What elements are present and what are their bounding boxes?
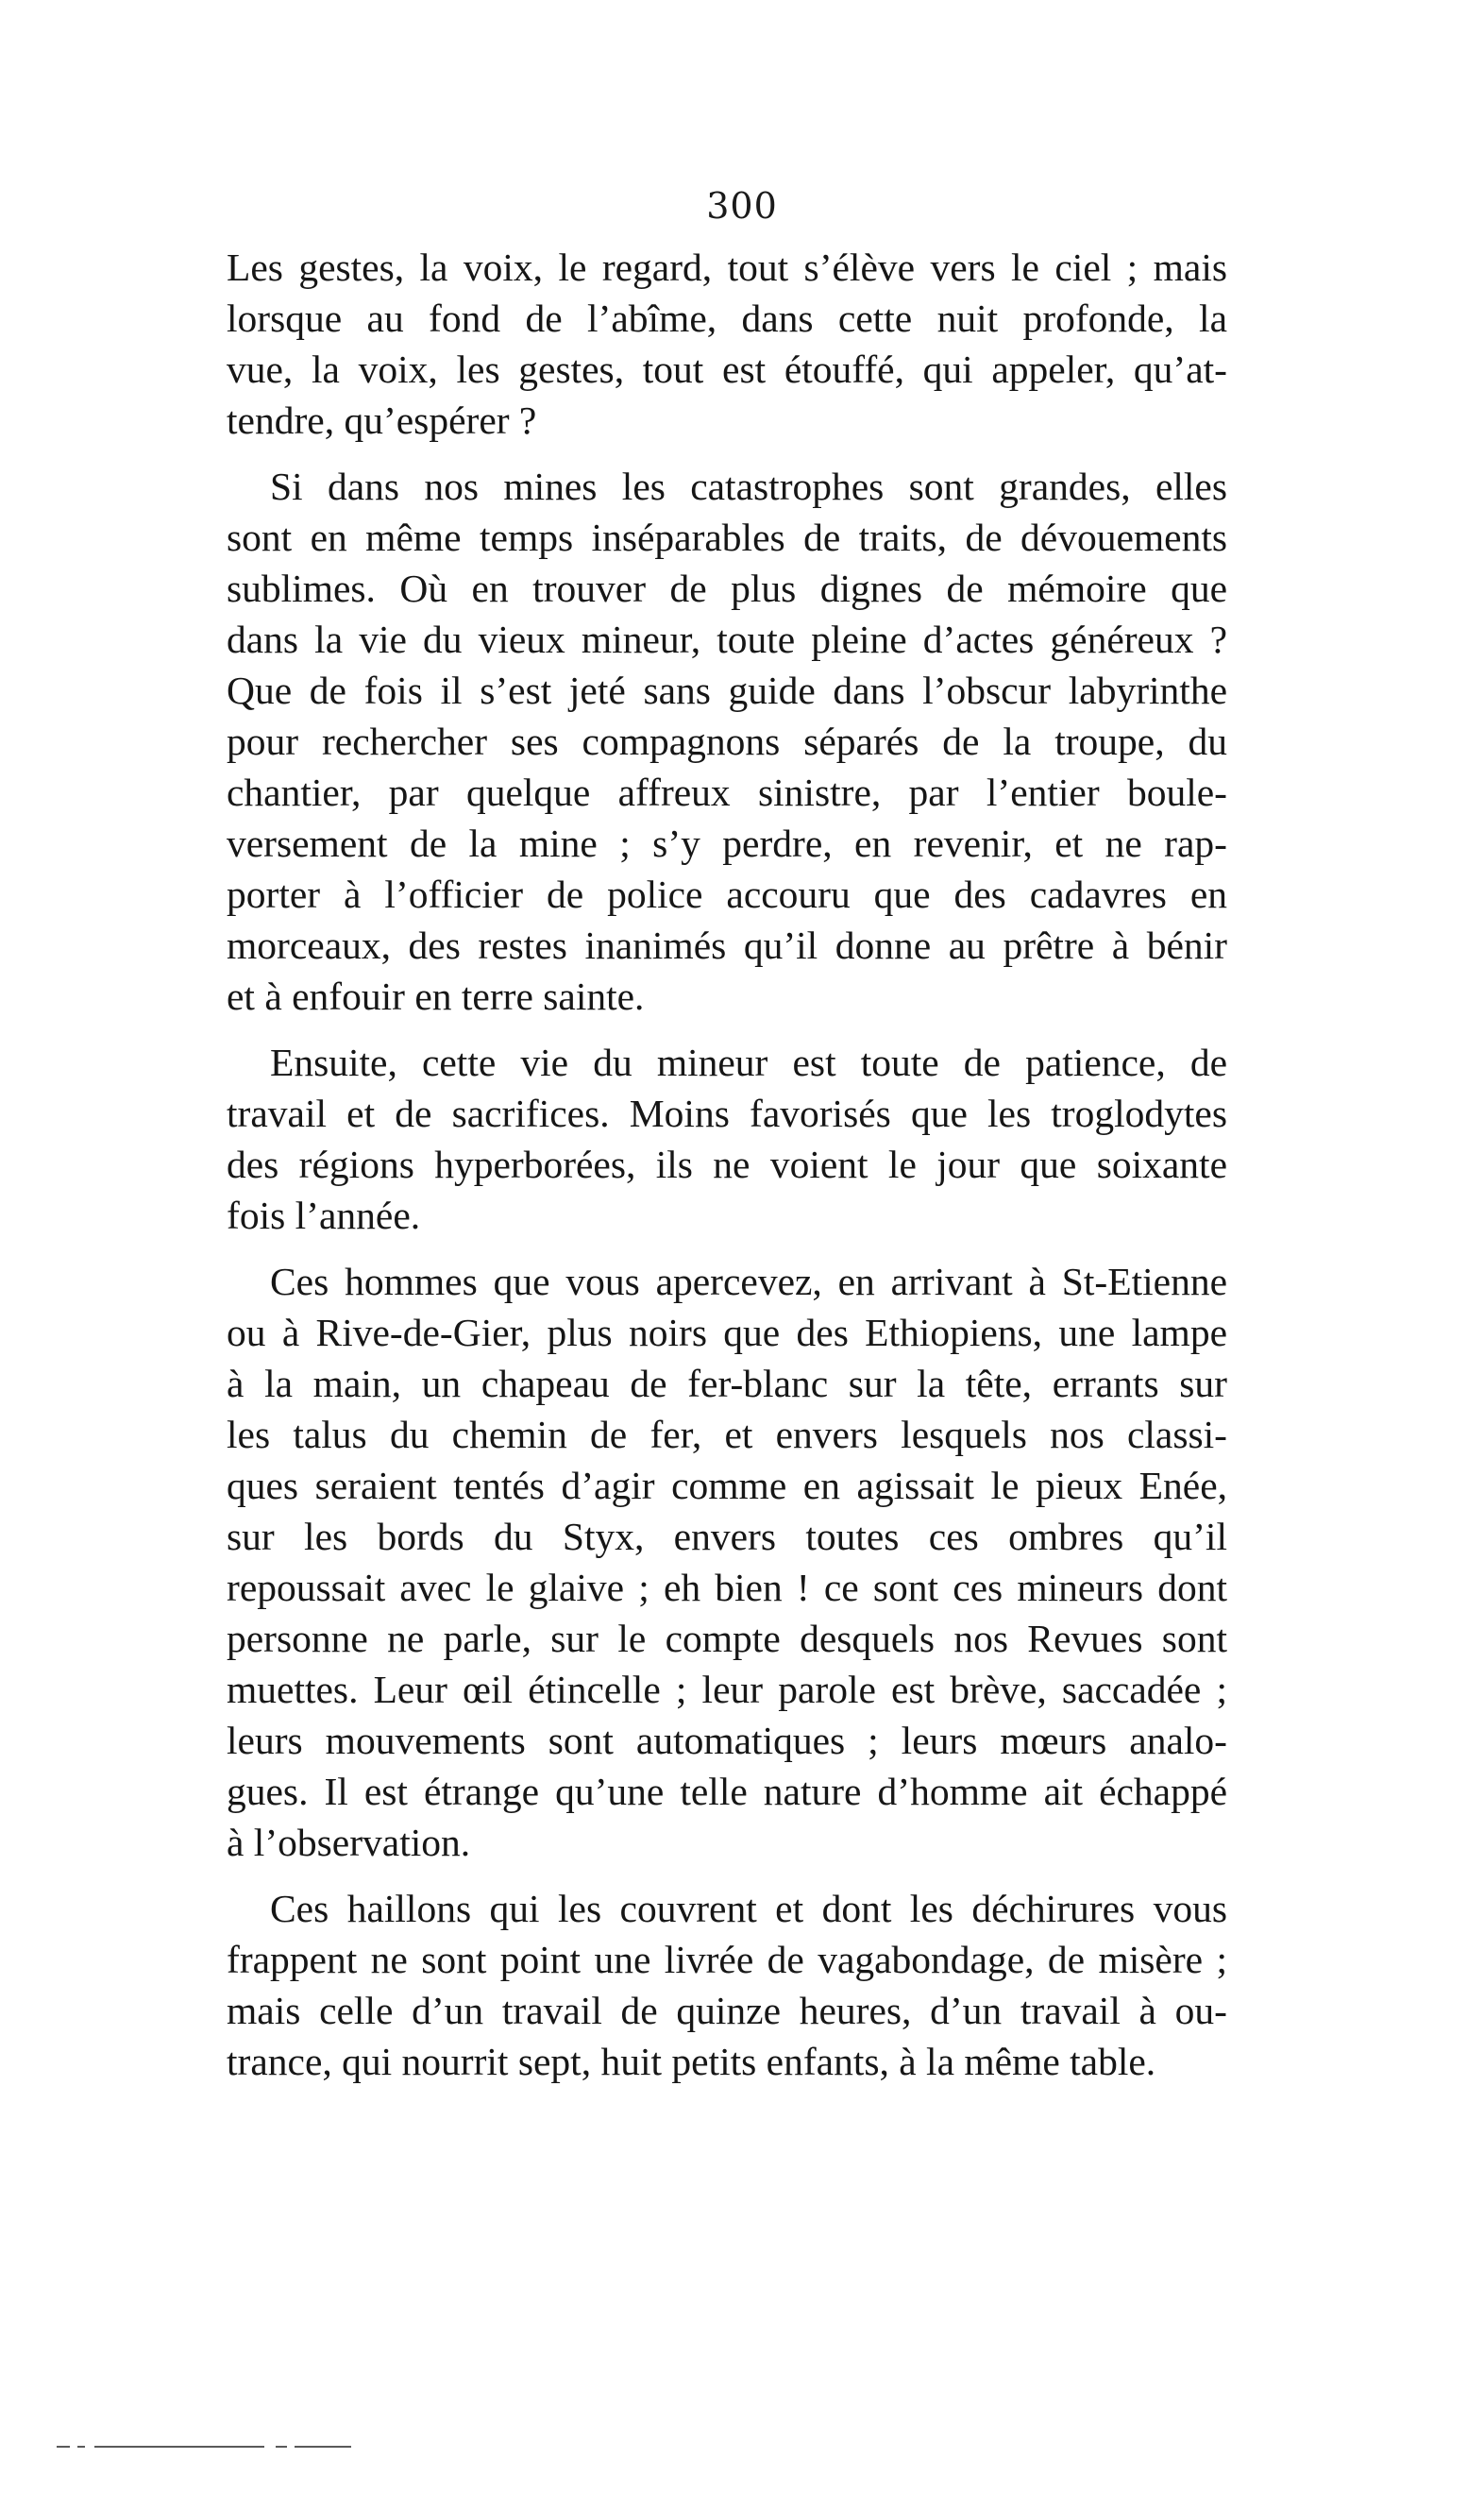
text-line: fois l’année. [227, 1194, 421, 1237]
paragraph [227, 1883, 1227, 2087]
paragraph [227, 461, 1227, 1022]
text-line: travail et de sacrifices. Moins favorisés que les troglodytes [227, 1092, 1227, 1135]
page-number: 300 [706, 185, 778, 227]
text-line: sur les bords du Styx, envers toutes ces ombres qu’il [227, 1515, 1227, 1558]
text-line: Les gestes, la voix, le regard, tout s’élève vers le ciel ; mais [227, 246, 1227, 289]
text-line: à l’observation. [227, 1821, 471, 1864]
rule-segment [295, 2446, 351, 2448]
text-line: morceaux, des restes inanimés qu’il donne au prêtre à bénir [227, 924, 1227, 967]
text-line: Ces haillons qui les couvrent et dont les déchirures vous [270, 1887, 1227, 1930]
text-line: à la main, un chapeau de fer-blanc sur la tête, errants sur [227, 1362, 1227, 1405]
text-line: Si dans nos mines les catastrophes sont grandes, elles [270, 465, 1227, 508]
text-line: sont en même temps inséparables de traits, de dévouements [227, 516, 1227, 559]
text-line: ques seraient tentés d’agir comme en agissait le pieux Enée, [227, 1464, 1227, 1507]
text-line: vue, la voix, les gestes, tout est étouffé, qui appeler, qu’at- [227, 348, 1227, 391]
page-text [227, 242, 1227, 2102]
text-line: sublimes. Où en trouver de plus dignes de mémoire que [227, 567, 1227, 610]
text-line: personne ne parle, sur le compte desquels nos Revues sont [227, 1617, 1227, 1660]
text-line: Ces hommes que vous apercevez, en arrivant à St-Etienne [270, 1260, 1227, 1303]
rule-segment [57, 2446, 70, 2448]
text-line: dans la vie du vieux mineur, toute pleine d’actes généreux ? [227, 618, 1227, 661]
text-line: les talus du chemin de fer, et envers lesquels nos classi- [227, 1413, 1227, 1456]
text-line: chantier, par quelque affreux sinistre, par l’entier boule- [227, 771, 1227, 814]
text-line: gues. Il est étrange qu’une telle nature d’homme ait échappé [227, 1770, 1227, 1813]
scan-edge-rule [57, 2446, 359, 2450]
text-line: versement de la mine ; s’y perdre, en revenir, et ne rap- [227, 822, 1227, 865]
text-line: muettes. Leur œil étincelle ; leur parole est brève, saccadée ; [227, 1668, 1227, 1711]
text-line: porter à l’officier de police accouru que des cadavres en [227, 873, 1227, 916]
text-line: trance, qui nourrit sept, huit petits enfants, à la même table. [227, 2040, 1156, 2083]
text-line: et à enfouir en terre sainte. [227, 975, 645, 1018]
text-line: Que de fois il s’est jeté sans guide dans l’obscur labyrinthe [227, 669, 1227, 712]
text-line: des régions hyperborées, ils ne voient le jour que soixante [227, 1143, 1227, 1186]
text-line: frappent ne sont point une livrée de vagabondage, de misère ; [227, 1938, 1227, 1981]
text-line: repoussait avec le glaive ; eh bien ! ce sont ces mineurs dont [227, 1566, 1227, 1609]
text-line: Ensuite, cette vie du mineur est toute de patience, de [270, 1041, 1227, 1084]
text-line: mais celle d’un travail de quinze heures, d’un travail à ou- [227, 1989, 1227, 2032]
rule-segment [77, 2446, 85, 2448]
paragraph [227, 242, 1227, 446]
text-line: pour rechercher ses compagnons séparés de la troupe, du [227, 720, 1227, 763]
rule-segment [94, 2446, 264, 2448]
paragraph [227, 1256, 1227, 1868]
rule-segment [276, 2446, 287, 2448]
text-line: tendre, qu’espérer ? [227, 399, 537, 442]
text-line: leurs mouvements sont automatiques ; leurs mœurs analo- [227, 1719, 1227, 1762]
paragraph [227, 1037, 1227, 1241]
text-line: lorsque au fond de l’abîme, dans cette nuit profonde, la [227, 297, 1227, 340]
text-line: ou à Rive-de-Gier, plus noirs que des Ethiopiens, une lampe [227, 1311, 1227, 1354]
